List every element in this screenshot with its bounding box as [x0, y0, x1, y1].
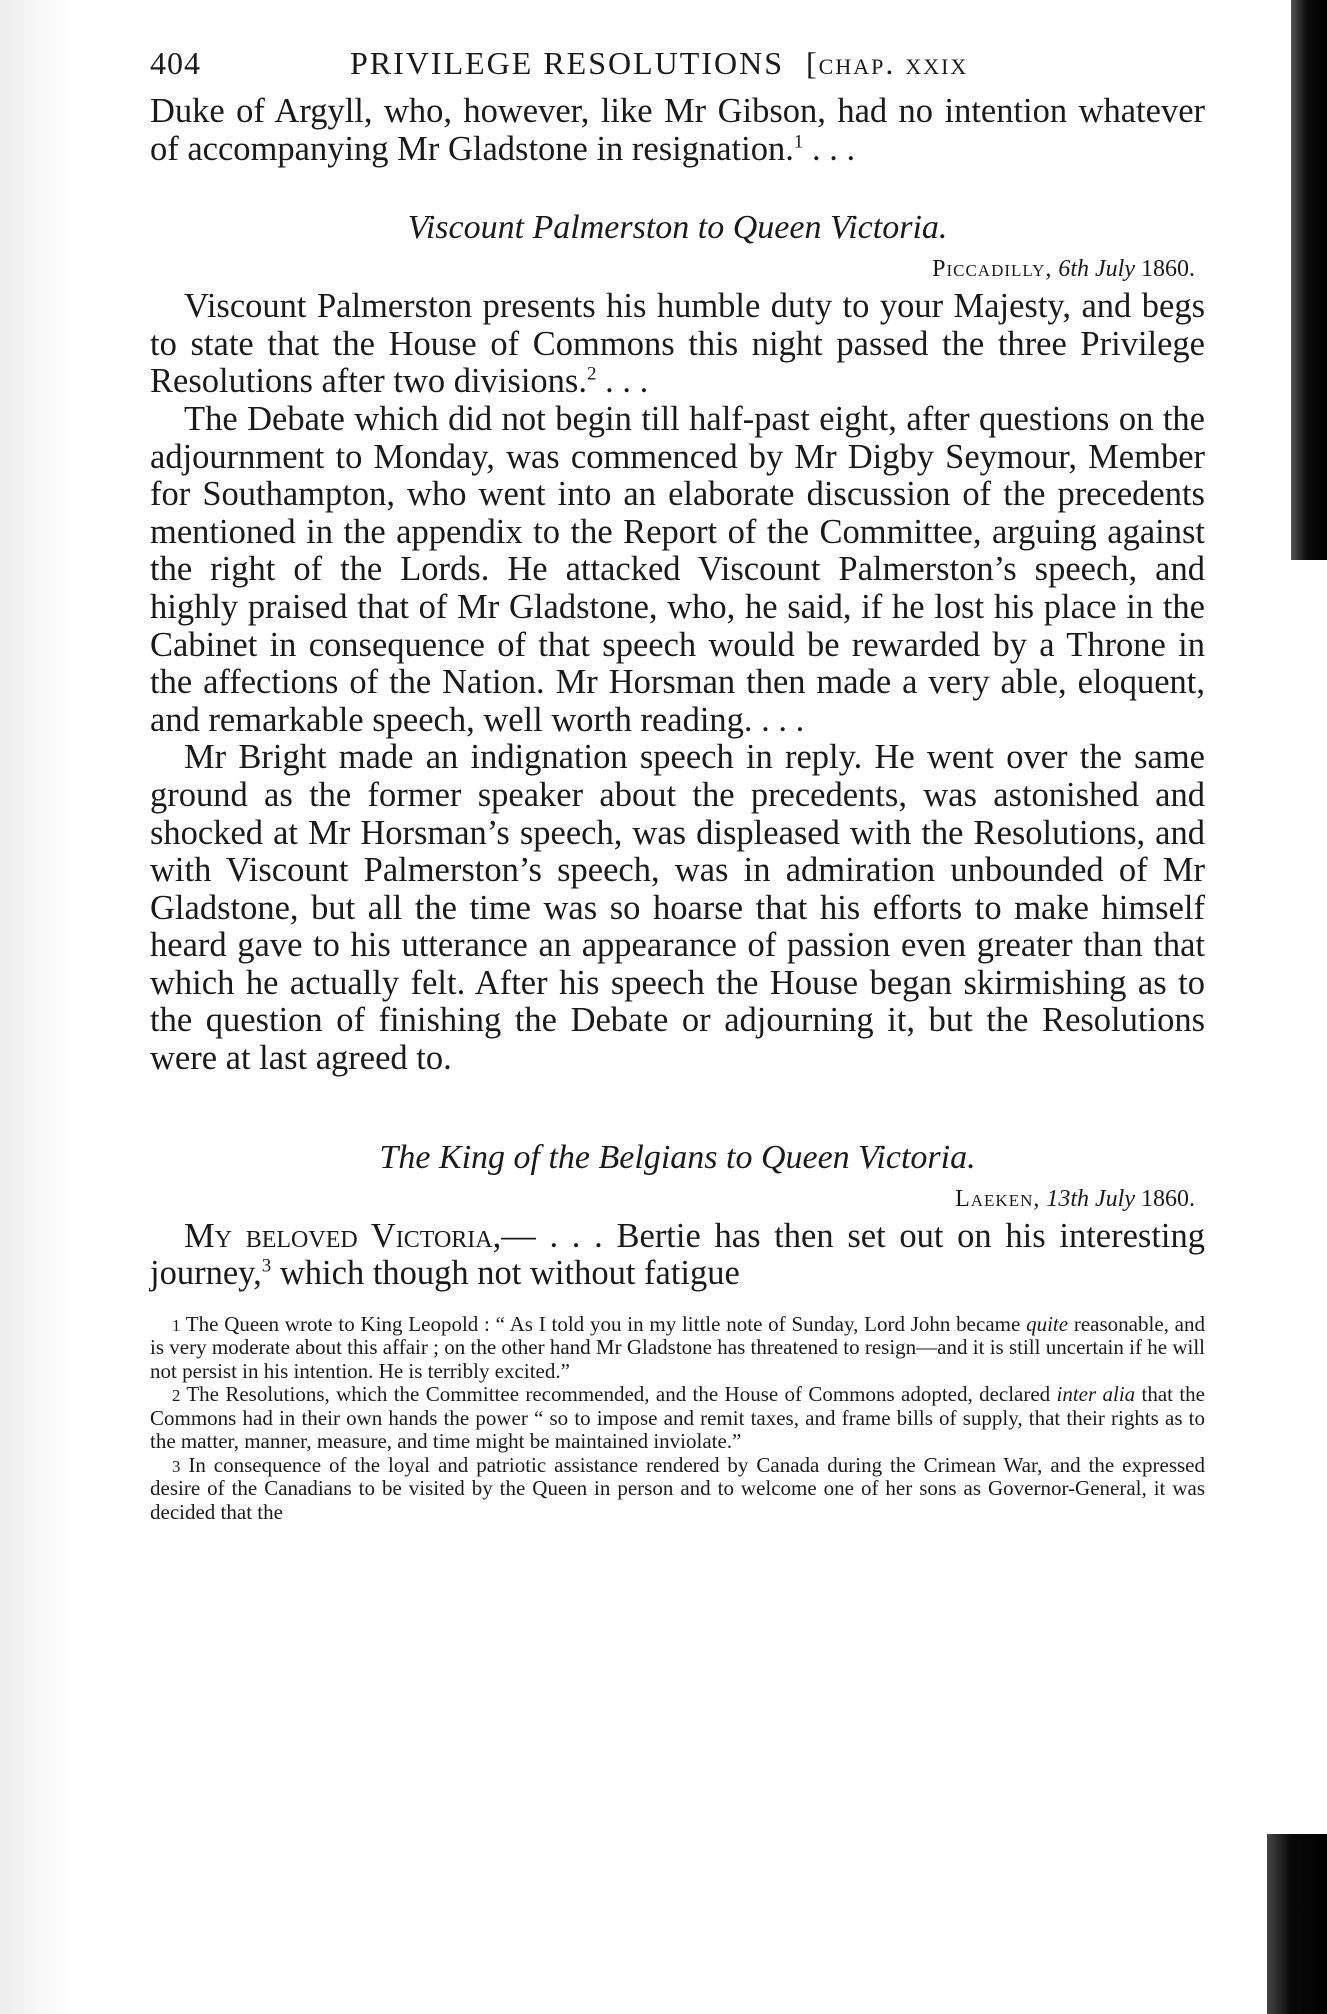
footnote: 2 The Resolutions, which the Committee recommended, and the House of Commons adopted, declared inter alia that the Commons had in their own hands the power “ so to impose and remit taxes, and frame bills of supply, that their rights as to the matter, manner, measure, and time might be maintained inviolate.” — [150, 1382, 1205, 1454]
letter-dateline-laeken: Laeken, 13th July 1860. — [955, 1185, 1195, 1212]
page-edge-shadow — [0, 0, 70, 2014]
chapter-label: [chap. xxix — [805, 45, 969, 81]
binding-shadow-bottom — [1267, 1834, 1327, 2014]
letter-heading-palmerston: Viscount Palmerston to Queen Victoria. — [407, 209, 948, 247]
letter-paragraph: The Debate which did not begin till half-past eight, after questions on the adjournment to Monday, was commenced by Mr Digby Seymour, Member for Southampton, who went into an elaborate discussion of the precedents mentioned in the appendix to the Report of the Committee, arguing against the right of the Lords. He attacked Viscount Palmerston’s speech, and highly praised that of Mr Gladstone, who, he said, if he lost his place in the Cabinet in consequence of that speech would be rewarded by a Throne in the affections of the Nation. Mr Horsman then made a very able, eloquent, and remarkable speech, well worth reading. . . . — [150, 399, 1205, 739]
letter-paragraph: My beloved Victoria,— . . . Bertie has then set out on his interesting journey,$^3$ which though not without fatigue — [150, 1216, 1206, 1293]
letter-paragraph: Viscount Palmerston presents his humble duty to your Majesty, and begs to state that the House of Commons this night passed the three Privilege Resolutions after two divisions.$^2$ . . . — [150, 287, 1205, 401]
page-number: 404 — [150, 45, 201, 81]
footnotes — [150, 1313, 1205, 1525]
footnote-ref-3: 3 — [261, 1255, 272, 1277]
binding-shadow-top — [1291, 0, 1327, 560]
letter-heading-king-belgians: The King of the Belgians to Queen Victoria. — [379, 1138, 976, 1176]
letter-dateline-piccadilly: Piccadilly, 6th July 1860. — [932, 256, 1195, 283]
book-page — [150, 45, 1205, 1524]
letter-paragraph: Mr Bright made an indignation speech in reply. He went over the same ground as the former speaker about the precedents, was astonished and shocked at Mr Horsman’s speech, was displeased with the Resolutions, and with Viscount Palmerston’s speech, was in admiration unbounded of Mr Gladstone, but all the time was so hoarse that his efforts to make himself heard gave to his utterance an appearance of passion even greater than that which he actually felt. After his speech the House began skirmishing as to the question of finishing the Debate or adjourning it, but the Resolutions were at last agreed to. — [150, 738, 1205, 1078]
footnote: 3 In consequence of the loyal and patriotic assistance rendered by Canada during the Crimean War, and the expressed desire of the Canadians to be visited by the Queen in person and to welcome one of her sons as Governor-General, it was decided that the — [150, 1452, 1205, 1524]
intro-paragraph: Duke of Argyll, who, however, like Mr Gibson, had no intention whatever of accompanying Mr Gladstone in resignation.$^1$ . . . — [150, 92, 1205, 168]
running-title: PRIVILEGE RESOLUTIONS — [350, 45, 784, 81]
footnote-ref-1: 1 — [793, 131, 804, 153]
salutation: My beloved Victoria, — [184, 1216, 502, 1255]
running-header — [150, 45, 1205, 93]
footnote: 1 The Queen wrote to King Leopold : “ As I told you in my little note of Sunday, Lord John became quite reasonable, and is very moderate about this affair ; on the other hand Mr Gladstone has threatened to resign—and it is still uncertain if he will not persist in his intention. He is terribly excited.” — [150, 1311, 1205, 1383]
footnote-ref-2: 2 — [586, 363, 597, 385]
